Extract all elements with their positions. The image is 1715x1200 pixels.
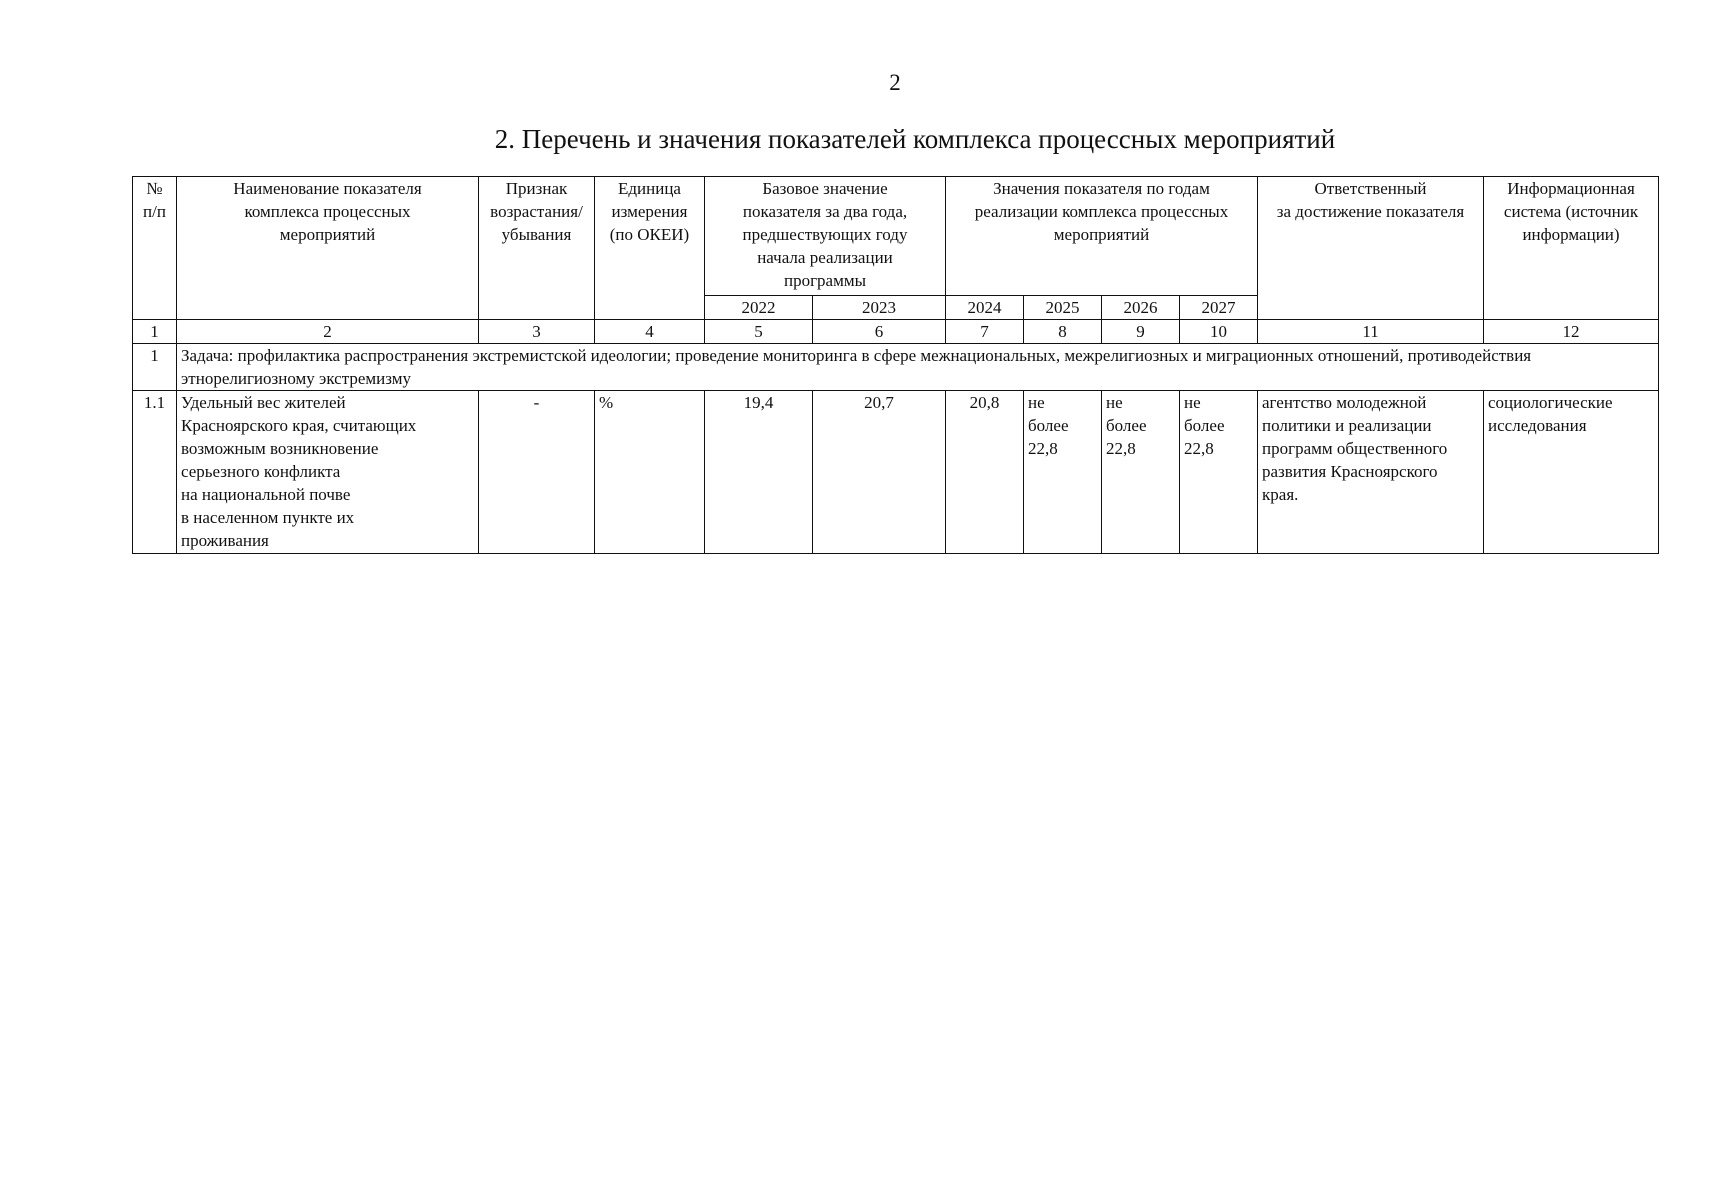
value-2023: 20,7 [813, 391, 946, 554]
indicator-trend: - [479, 391, 595, 554]
column-number: 2 [177, 320, 479, 344]
column-number: 5 [705, 320, 813, 344]
value-2024: 20,8 [946, 391, 1024, 554]
column-number: 4 [595, 320, 705, 344]
header-year-2027: 2027 [1180, 296, 1258, 320]
header-name: Наименование показателя комплекса процессных мероприятий [177, 177, 479, 320]
column-number: 7 [946, 320, 1024, 344]
header-years-group: Значения показателя по годам реализации комплекса процессных мероприятий [946, 177, 1258, 296]
value-2025: не более 22,8 [1024, 391, 1102, 554]
indicator-name: Удельный вес жителей Красноярского края, считающих возможным возникновение серьезного конфликта на национальной почве в населенном пункте их проживания [177, 391, 479, 554]
header-year-2026: 2026 [1102, 296, 1180, 320]
column-number-row [133, 320, 1659, 344]
indicators-table [132, 176, 1659, 554]
header-base-value: Базовое значение показателя за два года, предшествующих году начала реализации программы [705, 177, 946, 296]
column-number: 12 [1484, 320, 1659, 344]
value-2022: 19,4 [705, 391, 813, 554]
header-num: № п/п [133, 177, 177, 320]
header-trend: Признак возрастания/ убывания [479, 177, 595, 320]
column-number: 1 [133, 320, 177, 344]
indicator-source: социологические исследования [1484, 391, 1659, 554]
header-year-2022: 2022 [705, 296, 813, 320]
column-number: 10 [1180, 320, 1258, 344]
header-source: Информационная система (источник информации) [1484, 177, 1659, 320]
task-text: Задача: профилактика распространения экстремистской идеологии; проведение мониторинга в сфере межнациональных, межрелигиозных и миграционных отношений, противодействия этнорелигиозному экстремизму [177, 344, 1659, 391]
table-row [133, 391, 1659, 554]
task-row [133, 344, 1659, 391]
column-number: 9 [1102, 320, 1180, 344]
value-2027: не более 22,8 [1180, 391, 1258, 554]
indicator-unit: % [595, 391, 705, 554]
header-responsible: Ответственный за достижение показателя [1258, 177, 1484, 320]
page-number: 2 [889, 70, 901, 95]
indicator-responsible: агентство молодежной политики и реализации программ общественного развития Красноярского края. [1258, 391, 1484, 554]
column-number: 8 [1024, 320, 1102, 344]
header-row [133, 177, 1659, 296]
header-year-2024: 2024 [946, 296, 1024, 320]
header-year-2025: 2025 [1024, 296, 1102, 320]
row-number: 1.1 [133, 391, 177, 554]
value-2026: не более 22,8 [1102, 391, 1180, 554]
page-title: 2. Перечень и значения показателей комплекса процессных мероприятий [494, 124, 1336, 154]
column-number: 11 [1258, 320, 1484, 344]
column-number: 6 [813, 320, 946, 344]
task-number: 1 [133, 344, 177, 391]
header-unit: Единица измерения (по ОКЕИ) [595, 177, 705, 320]
column-number: 3 [479, 320, 595, 344]
header-year-2023: 2023 [813, 296, 946, 320]
